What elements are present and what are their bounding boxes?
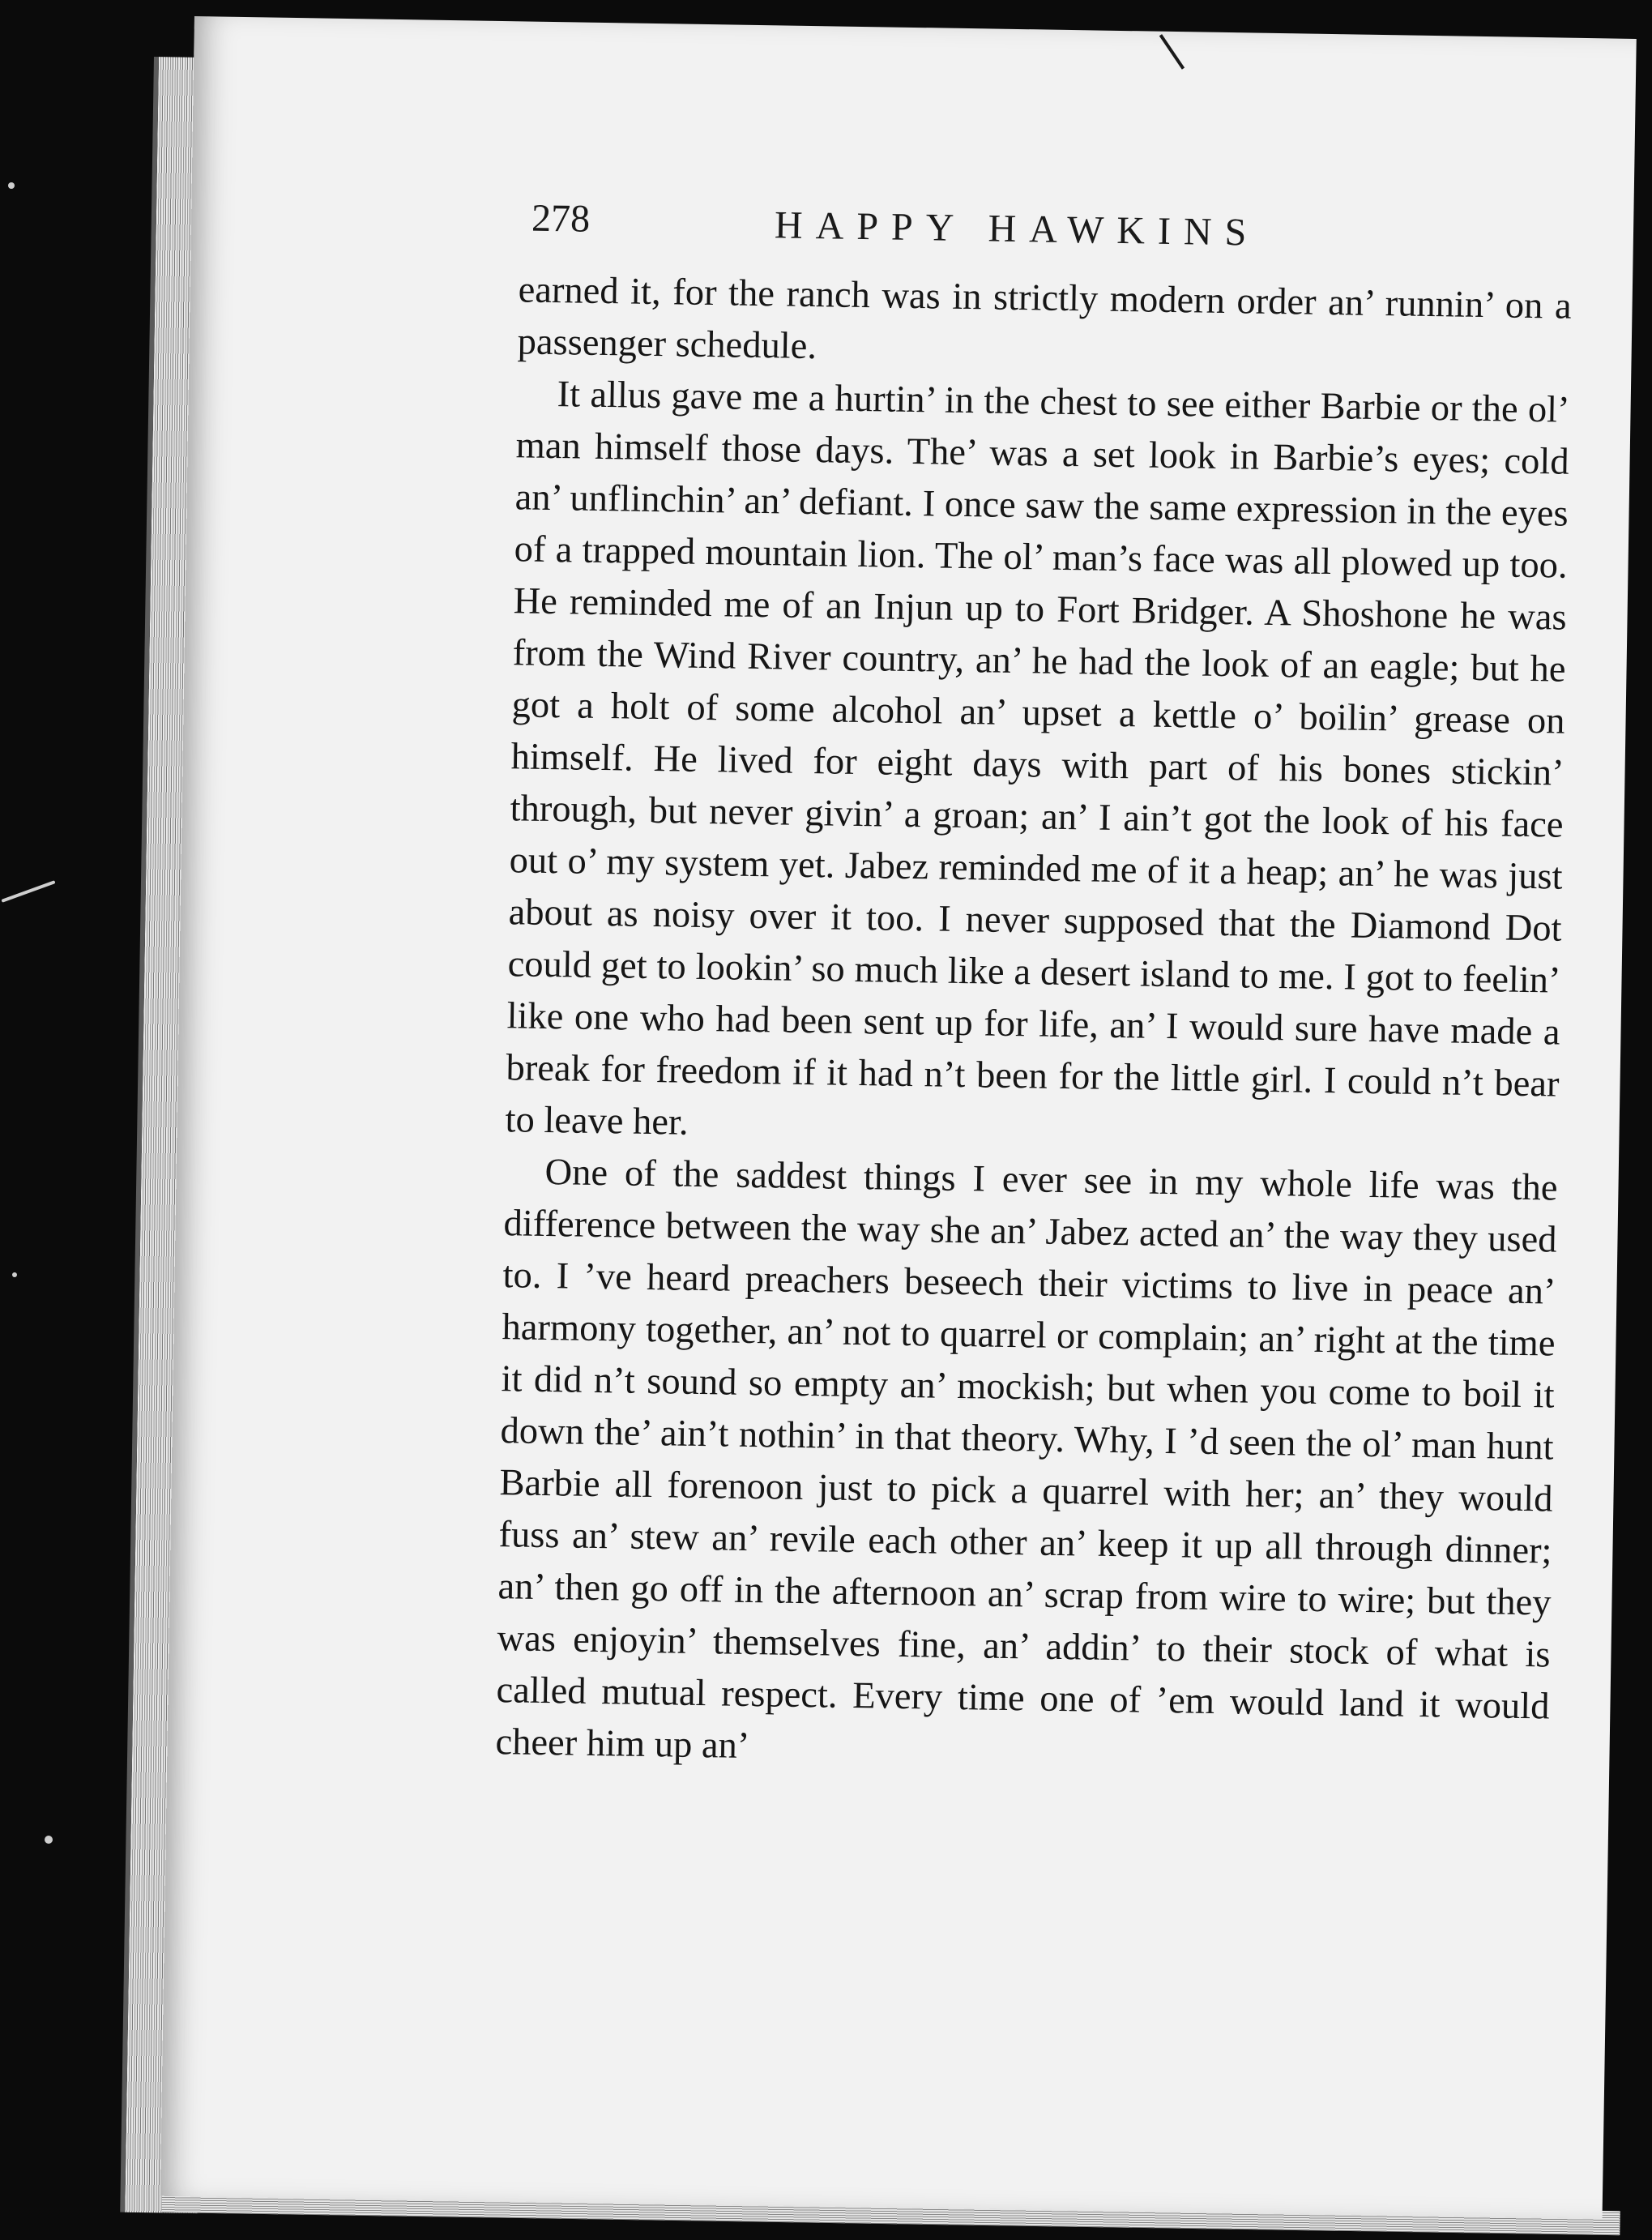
- paragraph-continued: earned it, for the ranch was in strictly modern order an’ runnin’ on a passenger schedule.: [517, 269, 1572, 368]
- body-text: [495, 264, 1572, 1785]
- page-crease-mark: [1159, 34, 1185, 70]
- paragraph: It allus gave me a hurtin’ in the chest to see either Barbie or the ol’ man himself those days. The’ was a set look in Barbie’s eyes; cold an’ unflinchin’ an’ defiant. I once saw the same expression in the eyes of a trapped mountain lion. The ol’ man’s face was all plowed up too. He reminded me of an Injun up to Fort Bridger. A Shoshone he was from the Wind River country, an’ he had the look of an eagle; but he got a holt of some alcohol an’ upset a kettle o’ boilin’ grease on himself. He lived for eight days with part of his bones stickin’ through, but never givin’ a groan; an’ I ain’t got the look of his face out o’ my system yet. Jabez reminded me of it a heap; an’ he was just about as noisy over it too. I never supposed that the Diamond Dot could get to lookin’ so much like a desert island to me. I got to feelin’ like one who had been sent up for life, an’ I would sure have made a break for freedom if it had n’t been for the little girl. I could n’t bear to leave her.: [505, 374, 1570, 1144]
- scan-speck: [45, 1836, 53, 1844]
- paragraph: One of the saddest things I ever see in my whole life was the difference between the way she an’ Jabez acted an’ the way they used to. I ’ve heard preachers beseech their victims to live in peace an’ harmony together, an’ not to quarrel or complain; an’ right at the time it did n’t sound so empty an’ mockish; but when you come to boil it down the’ ain’t nothin’ in that theory. Why, I ’d seen the ol’ man hunt Barbie all forenoon just to pick a quarrel with her; an’ they would fuss an’ stew an’ revile each other an’ keep it up all through dinner; an’ then go off in the afternoon an’ scrap from wire to wire; but they was enjoyin’ themselves fine, an’ addin’ to their stock of what is called mutual respect. Every time one of ’em would land it would cheer him up an’: [495, 1151, 1558, 1768]
- running-head: [531, 196, 1552, 277]
- page-number: 278: [531, 196, 591, 241]
- scan-speck: [8, 182, 15, 189]
- scan-speck: [1, 880, 55, 903]
- book-page: [160, 16, 1637, 2219]
- scan-speck: [12, 1272, 17, 1277]
- running-title: HAPPY HAWKINS: [774, 203, 1260, 254]
